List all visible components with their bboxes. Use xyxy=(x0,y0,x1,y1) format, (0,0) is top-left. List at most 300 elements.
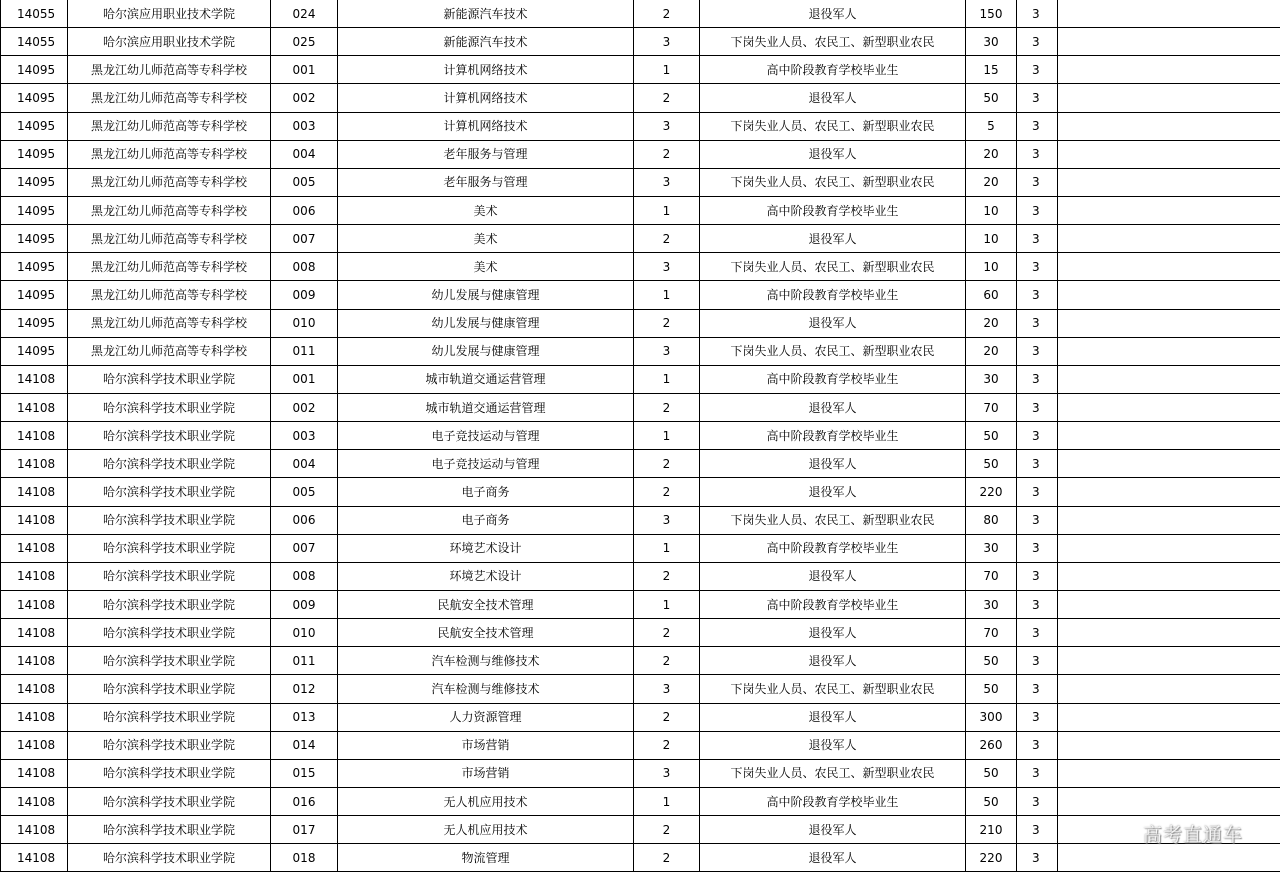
table-row xyxy=(1,0,1280,28)
program-length-cell: 3 xyxy=(1017,84,1058,112)
major-code-cell: 003 xyxy=(271,112,338,140)
major-code-cell: 017 xyxy=(271,816,338,844)
major-code-cell: 010 xyxy=(271,619,338,647)
category-code-cell: 1 xyxy=(634,196,700,224)
plan-count-cell: 50 xyxy=(966,450,1017,478)
major-code-cell: 007 xyxy=(271,534,338,562)
plan-count-cell: 20 xyxy=(966,140,1017,168)
remarks-cell xyxy=(1058,337,1280,365)
category-code-cell: 1 xyxy=(634,281,700,309)
major-name-cell: 电子竞技运动与管理 xyxy=(338,450,634,478)
program-length-cell: 3 xyxy=(1017,787,1058,815)
plan-count-cell: 150 xyxy=(966,0,1017,28)
category-code-cell: 2 xyxy=(634,619,700,647)
school-code-cell: 14095 xyxy=(1,196,68,224)
school-name-cell: 哈尔滨科学技术职业学院 xyxy=(68,393,271,421)
category-code-cell: 2 xyxy=(634,844,700,872)
plan-count-cell: 50 xyxy=(966,422,1017,450)
school-name-cell: 哈尔滨科学技术职业学院 xyxy=(68,759,271,787)
school-name-cell: 黑龙江幼儿师范高等专科学校 xyxy=(68,140,271,168)
remarks-cell xyxy=(1058,309,1280,337)
school-name-cell: 哈尔滨科学技术职业学院 xyxy=(68,647,271,675)
remarks-cell xyxy=(1058,562,1280,590)
major-name-cell: 汽车检测与维修技术 xyxy=(338,647,634,675)
program-length-cell: 3 xyxy=(1017,168,1058,196)
school-code-cell: 14108 xyxy=(1,450,68,478)
school-name-cell: 哈尔滨科学技术职业学院 xyxy=(68,844,271,872)
plan-count-cell: 20 xyxy=(966,337,1017,365)
major-code-cell: 011 xyxy=(271,647,338,675)
category-name-cell: 下岗失业人员、农民工、新型职业农民 xyxy=(700,168,966,196)
category-code-cell: 2 xyxy=(634,478,700,506)
table-row xyxy=(1,787,1280,815)
category-name-cell: 退役军人 xyxy=(700,647,966,675)
school-code-cell: 14108 xyxy=(1,393,68,421)
program-length-cell: 3 xyxy=(1017,478,1058,506)
major-code-cell: 025 xyxy=(271,28,338,56)
major-name-cell: 环境艺术设计 xyxy=(338,534,634,562)
remarks-cell xyxy=(1058,196,1280,224)
category-code-cell: 2 xyxy=(634,84,700,112)
school-name-cell: 哈尔滨应用职业技术学院 xyxy=(68,0,271,28)
plan-count-cell: 50 xyxy=(966,787,1017,815)
major-name-cell: 电子竞技运动与管理 xyxy=(338,422,634,450)
table-row xyxy=(1,647,1280,675)
major-code-cell: 012 xyxy=(271,675,338,703)
table-row xyxy=(1,337,1280,365)
school-code-cell: 14108 xyxy=(1,562,68,590)
category-name-cell: 退役军人 xyxy=(700,562,966,590)
category-name-cell: 高中阶段教育学校毕业生 xyxy=(700,196,966,224)
plan-count-cell: 30 xyxy=(966,534,1017,562)
major-code-cell: 013 xyxy=(271,703,338,731)
table-row xyxy=(1,28,1280,56)
category-name-cell: 高中阶段教育学校毕业生 xyxy=(700,281,966,309)
major-name-cell: 计算机网络技术 xyxy=(338,56,634,84)
program-length-cell: 3 xyxy=(1017,196,1058,224)
remarks-cell xyxy=(1058,225,1280,253)
school-name-cell: 哈尔滨科学技术职业学院 xyxy=(68,506,271,534)
plan-count-cell: 50 xyxy=(966,759,1017,787)
major-name-cell: 环境艺术设计 xyxy=(338,562,634,590)
major-code-cell: 004 xyxy=(271,140,338,168)
school-name-cell: 黑龙江幼儿师范高等专科学校 xyxy=(68,168,271,196)
major-name-cell: 物流管理 xyxy=(338,844,634,872)
major-code-cell: 003 xyxy=(271,422,338,450)
category-name-cell: 退役军人 xyxy=(700,84,966,112)
major-code-cell: 004 xyxy=(271,450,338,478)
school-code-cell: 14108 xyxy=(1,647,68,675)
major-name-cell: 老年服务与管理 xyxy=(338,140,634,168)
category-code-cell: 2 xyxy=(634,225,700,253)
school-code-cell: 14055 xyxy=(1,0,68,28)
plan-count-cell: 80 xyxy=(966,506,1017,534)
school-code-cell: 14108 xyxy=(1,675,68,703)
school-name-cell: 哈尔滨科学技术职业学院 xyxy=(68,703,271,731)
remarks-cell xyxy=(1058,450,1280,478)
major-code-cell: 014 xyxy=(271,731,338,759)
program-length-cell: 3 xyxy=(1017,393,1058,421)
school-name-cell: 哈尔滨科学技术职业学院 xyxy=(68,450,271,478)
table-row xyxy=(1,225,1280,253)
category-code-cell: 2 xyxy=(634,450,700,478)
table-row xyxy=(1,506,1280,534)
school-name-cell: 哈尔滨科学技术职业学院 xyxy=(68,365,271,393)
plan-count-cell: 30 xyxy=(966,365,1017,393)
program-length-cell: 3 xyxy=(1017,731,1058,759)
category-code-cell: 3 xyxy=(634,168,700,196)
school-code-cell: 14108 xyxy=(1,506,68,534)
category-name-cell: 下岗失业人员、农民工、新型职业农民 xyxy=(700,28,966,56)
major-name-cell: 民航安全技术管理 xyxy=(338,619,634,647)
major-code-cell: 006 xyxy=(271,506,338,534)
plan-count-cell: 60 xyxy=(966,281,1017,309)
school-name-cell: 哈尔滨科学技术职业学院 xyxy=(68,675,271,703)
major-name-cell: 幼儿发展与健康管理 xyxy=(338,337,634,365)
school-code-cell: 14095 xyxy=(1,225,68,253)
school-code-cell: 14095 xyxy=(1,281,68,309)
major-name-cell: 计算机网络技术 xyxy=(338,84,634,112)
table-row xyxy=(1,309,1280,337)
major-name-cell: 幼儿发展与健康管理 xyxy=(338,281,634,309)
major-code-cell: 010 xyxy=(271,309,338,337)
category-code-cell: 2 xyxy=(634,816,700,844)
school-code-cell: 14108 xyxy=(1,703,68,731)
program-length-cell: 3 xyxy=(1017,844,1058,872)
program-length-cell: 3 xyxy=(1017,112,1058,140)
category-name-cell: 退役军人 xyxy=(700,140,966,168)
major-code-cell: 001 xyxy=(271,365,338,393)
category-code-cell: 1 xyxy=(634,56,700,84)
remarks-cell xyxy=(1058,56,1280,84)
category-name-cell: 高中阶段教育学校毕业生 xyxy=(700,590,966,618)
major-code-cell: 018 xyxy=(271,844,338,872)
category-code-cell: 2 xyxy=(634,647,700,675)
category-name-cell: 退役军人 xyxy=(700,309,966,337)
category-name-cell: 退役军人 xyxy=(700,844,966,872)
school-name-cell: 黑龙江幼儿师范高等专科学校 xyxy=(68,337,271,365)
remarks-cell xyxy=(1058,731,1280,759)
table-row xyxy=(1,759,1280,787)
category-name-cell: 下岗失业人员、农民工、新型职业农民 xyxy=(700,759,966,787)
table-row xyxy=(1,478,1280,506)
program-length-cell: 3 xyxy=(1017,225,1058,253)
program-length-cell: 3 xyxy=(1017,365,1058,393)
school-code-cell: 14108 xyxy=(1,816,68,844)
category-name-cell: 高中阶段教育学校毕业生 xyxy=(700,56,966,84)
school-code-cell: 14095 xyxy=(1,112,68,140)
remarks-cell xyxy=(1058,506,1280,534)
category-code-cell: 3 xyxy=(634,28,700,56)
remarks-cell xyxy=(1058,675,1280,703)
major-code-cell: 008 xyxy=(271,562,338,590)
major-code-cell: 009 xyxy=(271,590,338,618)
category-code-cell: 2 xyxy=(634,309,700,337)
school-code-cell: 14095 xyxy=(1,168,68,196)
category-code-cell: 1 xyxy=(634,787,700,815)
school-code-cell: 14108 xyxy=(1,787,68,815)
category-name-cell: 退役军人 xyxy=(700,619,966,647)
category-code-cell: 3 xyxy=(634,759,700,787)
table-row xyxy=(1,619,1280,647)
watermark-text: 高考直通车 xyxy=(1143,824,1244,846)
school-code-cell: 14108 xyxy=(1,759,68,787)
remarks-cell xyxy=(1058,281,1280,309)
major-code-cell: 005 xyxy=(271,478,338,506)
plan-count-cell: 20 xyxy=(966,168,1017,196)
table-row xyxy=(1,675,1280,703)
plan-count-cell: 70 xyxy=(966,393,1017,421)
major-name-cell: 城市轨道交通运营管理 xyxy=(338,365,634,393)
major-name-cell: 市场营销 xyxy=(338,759,634,787)
major-name-cell: 美术 xyxy=(338,253,634,281)
school-name-cell: 哈尔滨科学技术职业学院 xyxy=(68,422,271,450)
plan-count-cell: 50 xyxy=(966,675,1017,703)
major-code-cell: 009 xyxy=(271,281,338,309)
major-name-cell: 民航安全技术管理 xyxy=(338,590,634,618)
category-code-cell: 1 xyxy=(634,422,700,450)
category-name-cell: 退役军人 xyxy=(700,450,966,478)
plan-count-cell: 220 xyxy=(966,478,1017,506)
school-code-cell: 14095 xyxy=(1,309,68,337)
plan-count-cell: 50 xyxy=(966,84,1017,112)
school-code-cell: 14095 xyxy=(1,140,68,168)
table-row xyxy=(1,844,1280,872)
category-code-cell: 3 xyxy=(634,112,700,140)
remarks-cell xyxy=(1058,478,1280,506)
table-body xyxy=(1,0,1280,872)
table-row xyxy=(1,84,1280,112)
plan-count-cell: 15 xyxy=(966,56,1017,84)
category-name-cell: 下岗失业人员、农民工、新型职业农民 xyxy=(700,506,966,534)
table-row xyxy=(1,112,1280,140)
school-code-cell: 14108 xyxy=(1,534,68,562)
category-name-cell: 高中阶段教育学校毕业生 xyxy=(700,365,966,393)
school-code-cell: 14095 xyxy=(1,337,68,365)
school-code-cell: 14095 xyxy=(1,84,68,112)
plan-count-cell: 70 xyxy=(966,619,1017,647)
school-name-cell: 哈尔滨科学技术职业学院 xyxy=(68,562,271,590)
plan-count-cell: 10 xyxy=(966,196,1017,224)
major-name-cell: 无人机应用技术 xyxy=(338,816,634,844)
school-name-cell: 黑龙江幼儿师范高等专科学校 xyxy=(68,281,271,309)
major-name-cell: 幼儿发展与健康管理 xyxy=(338,309,634,337)
major-name-cell: 无人机应用技术 xyxy=(338,787,634,815)
table-row xyxy=(1,731,1280,759)
remarks-cell xyxy=(1058,84,1280,112)
program-length-cell: 3 xyxy=(1017,759,1058,787)
major-code-cell: 002 xyxy=(271,84,338,112)
remarks-cell xyxy=(1058,590,1280,618)
major-name-cell: 老年服务与管理 xyxy=(338,168,634,196)
category-name-cell: 退役军人 xyxy=(700,225,966,253)
category-code-cell: 2 xyxy=(634,731,700,759)
table-row xyxy=(1,168,1280,196)
major-code-cell: 006 xyxy=(271,196,338,224)
program-length-cell: 3 xyxy=(1017,422,1058,450)
major-name-cell: 计算机网络技术 xyxy=(338,112,634,140)
major-code-cell: 001 xyxy=(271,56,338,84)
major-code-cell: 011 xyxy=(271,337,338,365)
remarks-cell xyxy=(1058,422,1280,450)
category-code-cell: 2 xyxy=(634,562,700,590)
plan-count-cell: 5 xyxy=(966,112,1017,140)
school-name-cell: 黑龙江幼儿师范高等专科学校 xyxy=(68,84,271,112)
major-code-cell: 002 xyxy=(271,393,338,421)
major-code-cell: 005 xyxy=(271,168,338,196)
plan-count-cell: 70 xyxy=(966,562,1017,590)
remarks-cell xyxy=(1058,140,1280,168)
school-name-cell: 哈尔滨科学技术职业学院 xyxy=(68,787,271,815)
school-code-cell: 14108 xyxy=(1,422,68,450)
category-name-cell: 退役军人 xyxy=(700,816,966,844)
category-name-cell: 退役军人 xyxy=(700,703,966,731)
major-name-cell: 美术 xyxy=(338,196,634,224)
school-code-cell: 14095 xyxy=(1,56,68,84)
school-name-cell: 黑龙江幼儿师范高等专科学校 xyxy=(68,309,271,337)
school-code-cell: 14095 xyxy=(1,253,68,281)
category-code-cell: 2 xyxy=(634,0,700,28)
remarks-cell xyxy=(1058,647,1280,675)
program-length-cell: 3 xyxy=(1017,562,1058,590)
school-name-cell: 哈尔滨应用职业技术学院 xyxy=(68,28,271,56)
plan-count-cell: 10 xyxy=(966,253,1017,281)
school-code-cell: 14055 xyxy=(1,28,68,56)
plan-count-cell: 220 xyxy=(966,844,1017,872)
remarks-cell xyxy=(1058,168,1280,196)
school-code-cell: 14108 xyxy=(1,619,68,647)
program-length-cell: 3 xyxy=(1017,140,1058,168)
remarks-cell xyxy=(1058,787,1280,815)
category-code-cell: 1 xyxy=(634,590,700,618)
plan-count-cell: 210 xyxy=(966,816,1017,844)
remarks-cell xyxy=(1058,0,1280,28)
program-length-cell: 3 xyxy=(1017,337,1058,365)
plan-count-cell: 30 xyxy=(966,28,1017,56)
school-name-cell: 哈尔滨科学技术职业学院 xyxy=(68,816,271,844)
remarks-cell xyxy=(1058,253,1280,281)
category-code-cell: 2 xyxy=(634,703,700,731)
table-row xyxy=(1,534,1280,562)
program-length-cell: 3 xyxy=(1017,675,1058,703)
major-code-cell: 007 xyxy=(271,225,338,253)
major-name-cell: 电子商务 xyxy=(338,506,634,534)
category-name-cell: 下岗失业人员、农民工、新型职业农民 xyxy=(700,112,966,140)
program-length-cell: 3 xyxy=(1017,703,1058,731)
category-name-cell: 高中阶段教育学校毕业生 xyxy=(700,534,966,562)
table-row xyxy=(1,365,1280,393)
table-row xyxy=(1,56,1280,84)
program-length-cell: 3 xyxy=(1017,534,1058,562)
school-name-cell: 黑龙江幼儿师范高等专科学校 xyxy=(68,225,271,253)
category-code-cell: 1 xyxy=(634,365,700,393)
category-code-cell: 3 xyxy=(634,675,700,703)
category-name-cell: 高中阶段教育学校毕业生 xyxy=(700,422,966,450)
remarks-cell xyxy=(1058,365,1280,393)
major-code-cell: 015 xyxy=(271,759,338,787)
program-length-cell: 3 xyxy=(1017,309,1058,337)
remarks-cell xyxy=(1058,28,1280,56)
program-length-cell: 3 xyxy=(1017,450,1058,478)
category-name-cell: 下岗失业人员、农民工、新型职业农民 xyxy=(700,337,966,365)
program-length-cell: 3 xyxy=(1017,816,1058,844)
table-row xyxy=(1,196,1280,224)
remarks-cell xyxy=(1058,759,1280,787)
school-name-cell: 哈尔滨科学技术职业学院 xyxy=(68,619,271,647)
category-name-cell: 退役军人 xyxy=(700,731,966,759)
table-row xyxy=(1,281,1280,309)
category-name-cell: 退役军人 xyxy=(700,393,966,421)
table-row xyxy=(1,422,1280,450)
category-name-cell: 退役军人 xyxy=(700,478,966,506)
major-code-cell: 008 xyxy=(271,253,338,281)
program-length-cell: 3 xyxy=(1017,28,1058,56)
program-length-cell: 3 xyxy=(1017,56,1058,84)
remarks-cell xyxy=(1058,619,1280,647)
program-length-cell: 3 xyxy=(1017,590,1058,618)
major-name-cell: 电子商务 xyxy=(338,478,634,506)
plan-count-cell: 300 xyxy=(966,703,1017,731)
category-code-cell: 3 xyxy=(634,506,700,534)
school-name-cell: 黑龙江幼儿师范高等专科学校 xyxy=(68,253,271,281)
program-length-cell: 3 xyxy=(1017,281,1058,309)
program-length-cell: 3 xyxy=(1017,0,1058,28)
table-row xyxy=(1,393,1280,421)
category-code-cell: 2 xyxy=(634,140,700,168)
program-length-cell: 3 xyxy=(1017,253,1058,281)
school-name-cell: 哈尔滨科学技术职业学院 xyxy=(68,478,271,506)
school-name-cell: 哈尔滨科学技术职业学院 xyxy=(68,731,271,759)
table-row xyxy=(1,590,1280,618)
category-name-cell: 下岗失业人员、农民工、新型职业农民 xyxy=(700,253,966,281)
program-length-cell: 3 xyxy=(1017,647,1058,675)
school-code-cell: 14108 xyxy=(1,478,68,506)
category-name-cell: 退役军人 xyxy=(700,0,966,28)
plan-count-cell: 50 xyxy=(966,647,1017,675)
category-code-cell: 3 xyxy=(634,253,700,281)
table-row xyxy=(1,816,1280,844)
school-code-cell: 14108 xyxy=(1,731,68,759)
table-row xyxy=(1,703,1280,731)
remarks-cell xyxy=(1058,703,1280,731)
major-name-cell: 市场营销 xyxy=(338,731,634,759)
school-code-cell: 14108 xyxy=(1,844,68,872)
category-code-cell: 3 xyxy=(634,337,700,365)
school-name-cell: 黑龙江幼儿师范高等专科学校 xyxy=(68,56,271,84)
category-name-cell: 高中阶段教育学校毕业生 xyxy=(700,787,966,815)
program-length-cell: 3 xyxy=(1017,619,1058,647)
remarks-cell xyxy=(1058,844,1280,872)
remarks-cell xyxy=(1058,393,1280,421)
remarks-cell xyxy=(1058,112,1280,140)
school-name-cell: 哈尔滨科学技术职业学院 xyxy=(68,590,271,618)
program-length-cell: 3 xyxy=(1017,506,1058,534)
major-name-cell: 人力资源管理 xyxy=(338,703,634,731)
remarks-cell xyxy=(1058,534,1280,562)
table-row xyxy=(1,450,1280,478)
category-code-cell: 1 xyxy=(634,534,700,562)
major-name-cell: 汽车检测与维修技术 xyxy=(338,675,634,703)
table-row xyxy=(1,253,1280,281)
major-name-cell: 新能源汽车技术 xyxy=(338,0,634,28)
major-name-cell: 新能源汽车技术 xyxy=(338,28,634,56)
plan-count-cell: 260 xyxy=(966,731,1017,759)
school-name-cell: 黑龙江幼儿师范高等专科学校 xyxy=(68,112,271,140)
category-name-cell: 下岗失业人员、农民工、新型职业农民 xyxy=(700,675,966,703)
plan-count-cell: 30 xyxy=(966,590,1017,618)
school-name-cell: 黑龙江幼儿师范高等专科学校 xyxy=(68,196,271,224)
plan-count-cell: 10 xyxy=(966,225,1017,253)
